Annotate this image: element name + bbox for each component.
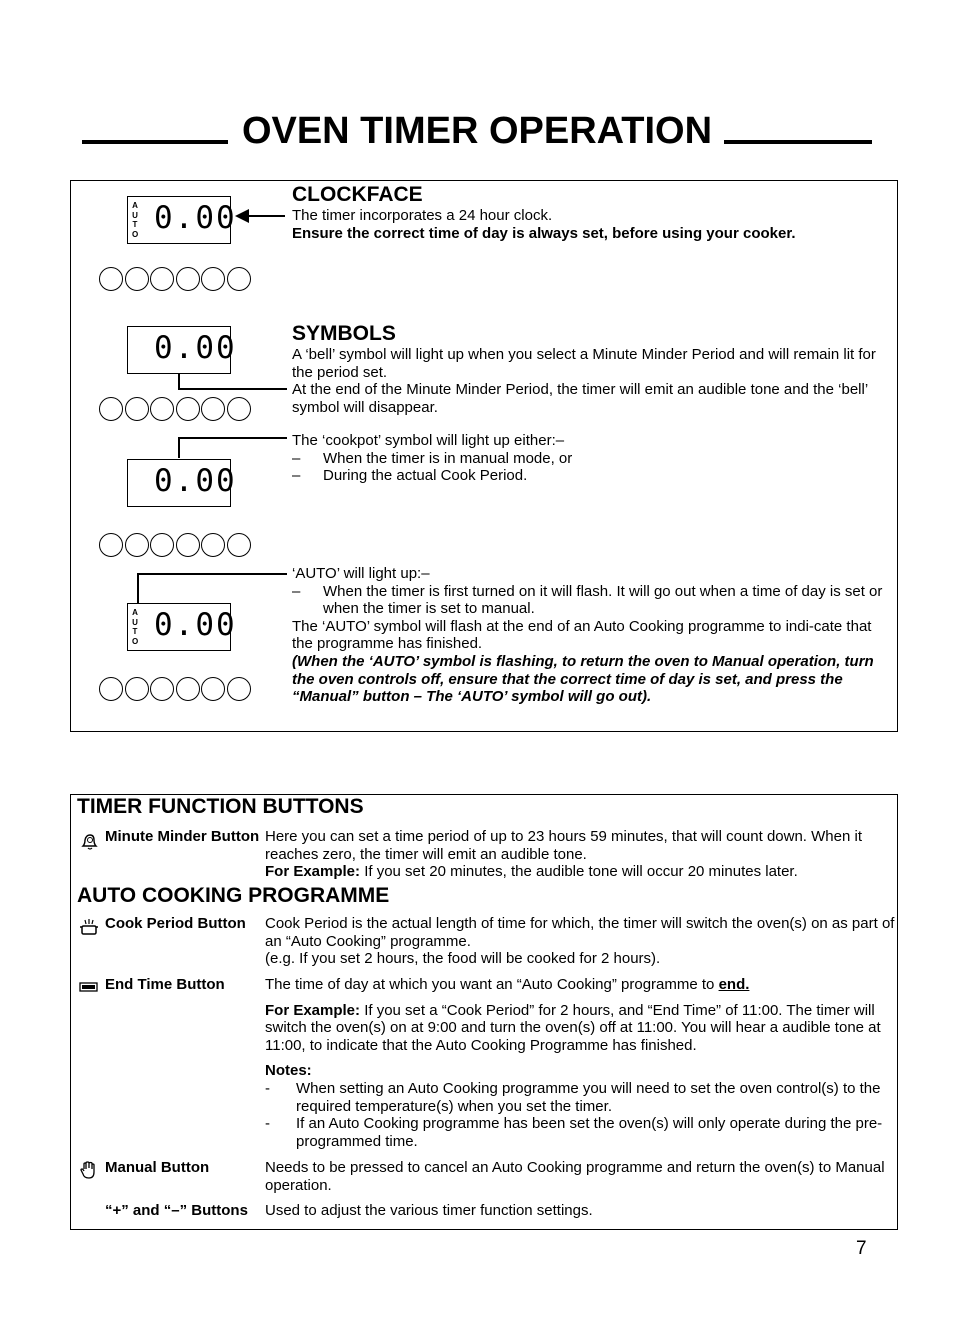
arrow-head-icon — [235, 209, 249, 223]
clock-display-auto — [127, 196, 237, 244]
minute-minder-label: Minute Minder Button — [105, 828, 260, 845]
button-row — [99, 267, 252, 291]
clockface-text: The timer incorporates a 24 hour clock. — [292, 207, 553, 224]
button-row — [99, 533, 252, 557]
clockface-heading: CLOCKFACE — [292, 183, 423, 206]
clock-digits: 0.00 — [154, 330, 237, 366]
cook-period-label: Cook Period Button — [105, 915, 246, 932]
cook-period-text-2: (e.g. If you set 2 hours, the food will be cooked for 2 hours). — [265, 950, 661, 968]
clockface-pointer — [247, 215, 285, 217]
manual-text: Needs to be pressed to cancel an Auto Cooking programme and return the oven(s) to Manual operation. — [265, 1159, 885, 1194]
auto-symbol: A U T O — [132, 608, 139, 646]
auto-text: The ‘AUTO’ symbol will flash at the end of an Auto Cooking programme to indi-cate that the programme has finished. — [292, 617, 872, 653]
auto-intro: ‘AUTO’ will light up:– — [292, 565, 430, 582]
notes-label: Notes: — [265, 1062, 312, 1080]
bell-pointer-v — [178, 373, 180, 389]
cookpot-pointer-v — [178, 437, 180, 458]
list-item: – During the actual Cook Period. — [292, 467, 528, 485]
clock-display-auto — [127, 603, 237, 651]
auto-pointer-h — [137, 573, 287, 575]
plus-minus-label: “+” and “–” Buttons — [105, 1202, 248, 1219]
symbols-panel — [70, 180, 898, 732]
list-item: – When the timer is in manual mode, or — [292, 449, 573, 467]
bell-text-2: At the end of the Minute Minder Period, the timer will emit an audible tone and the ‘bell’ symbol will disappear. — [292, 381, 868, 416]
note-item: - When setting an Auto Cooking programme you will need to set the oven control(s) to the required temperature(s) when you set the timer. — [265, 1079, 881, 1115]
button-row — [99, 397, 252, 421]
cookpot-pointer-h — [178, 437, 287, 439]
symbols-heading: SYMBOLS — [292, 322, 396, 345]
auto-pointer-v — [137, 573, 139, 603]
cookpot-icon — [79, 918, 99, 940]
cookpot-intro: The ‘cookpot’ symbol will light up either:– — [292, 432, 565, 449]
bell-text: A ‘bell’ symbol will light up when you select a Minute Minder Period and will remain lit for the period set. — [292, 346, 876, 381]
end-time-label: End Time Button — [105, 976, 225, 993]
clockface-warning: Ensure the correct time of day is always set, before using your cooker. — [292, 224, 796, 242]
minute-minder-text: Here you can set a time period of up to 23 hours 59 minutes, that will count down. When it reaches zero, the timer will emit an audible tone. — [265, 828, 862, 863]
end-time-icon — [79, 980, 99, 997]
page-title: OVEN TIMER OPERATION — [241, 110, 713, 152]
clock-digits: 0.00 — [154, 607, 237, 643]
hand-icon — [79, 1160, 99, 1184]
auto-note: (When the ‘AUTO’ symbol is flashing, to return the oven to Manual operation, turn the oven controls off, ensure that the correct time of day is set, and press the “Manual” button – The ‘AUTO’ symbol will go out). — [292, 652, 874, 706]
auto-symbol: A U T O — [132, 201, 139, 239]
clock-digits: 0.00 — [154, 200, 237, 236]
manual-label: Manual Button — [105, 1159, 210, 1176]
note-item: - If an Auto Cooking programme has been set the oven(s) will only operate during the pre-programmed time. — [265, 1115, 883, 1150]
clock-display-bell — [127, 326, 237, 374]
title-rule-right — [724, 140, 872, 144]
timer-functions-heading: TIMER FUNCTION BUTTONS — [77, 795, 364, 818]
functions-panel: TIMER FUNCTION BUTTONS Minute Minder Button Here you can set a time period of up to 23 hours 59 minutes, that will count down. When it reaches zero, the timer will emit an audible tone. For Example: If you set 20 minutes, the audible tone will occur 20 minutes later. AUTO COOKING PROGRAMME Cook Period Button Cook Period is the actual length of time for which, the timer will switch the oven(s) on as part of an “Auto Cooking” programme. (e.g. If you set 2 hours, the food will be cooked for 2 hours). End Time Button The time of day at which you want an “Auto Cooking” programme to end. For Example: If you set a “Cook Period” for 2 hours, and “End Time” of 11:00. The timer will switch the oven(s) on at 9:00 and turn the oven(s) off at 11:00. You will hear a audible tone at 11:00, to indicate that the Auto Cooking Programme has finished. Notes: - When setting an Auto Cooking programme you will need to set the oven control(s) to the required temperature(s) when you set the timer. - If an Auto Cooking programme has been set the oven(s) will only operate during the pre-programmed time. Manual Button Needs to be pressed to cancel an Auto Cooking programme and return the oven(s) to Manual operation. “+” and “–” Buttons Used to adjust the various timer function settings. — [70, 794, 898, 1230]
plus-minus-text: Used to adjust the various timer function settings. — [265, 1202, 593, 1219]
button-row — [99, 677, 252, 701]
list-item: – When the timer is first turned on it will flash. It will go out when a time of day is set or when the timer is set to manual. — [292, 582, 883, 618]
clock-display-cookpot — [127, 459, 237, 507]
bell-pointer-h — [178, 388, 287, 390]
cook-period-text: Cook Period is the actual length of time for which, the timer will switch the oven(s) on as part of an “Auto Cooking” programme. — [265, 915, 895, 950]
bell-icon — [79, 832, 99, 856]
auto-programme-heading: AUTO COOKING PROGRAMME — [77, 884, 390, 907]
page-number: 7 — [856, 1238, 867, 1259]
clock-digits: 0.00 — [154, 463, 237, 499]
